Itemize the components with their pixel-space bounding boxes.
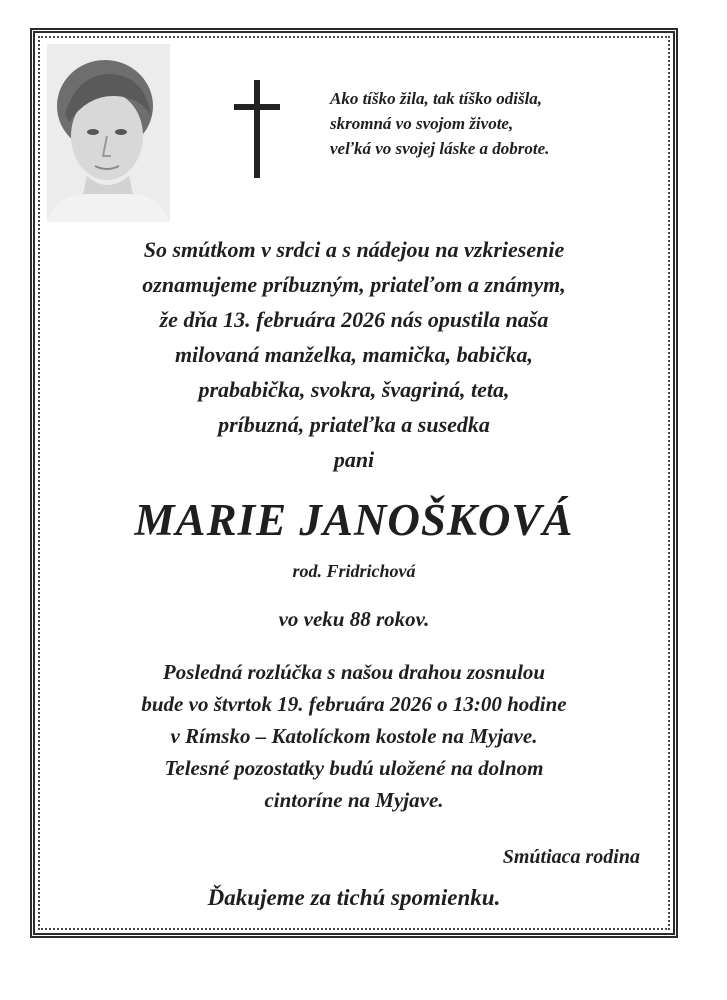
funeral-line: Posledná rozlúčka s našou drahou zosnulou	[162, 660, 546, 684]
announcement-line: So smútkom v srdci a s nádejou na vzkriesenie	[143, 237, 565, 262]
age-text: vo veku 88 rokov.	[278, 607, 430, 631]
portrait-photo	[47, 44, 170, 222]
poem-line: Ako tíško žila, tak tíško odišla,	[330, 89, 543, 108]
announcement-line: príbuzná, priateľka a susedka	[218, 412, 490, 437]
cross-icon	[232, 80, 282, 178]
announcement-text	[40, 232, 668, 477]
maiden-name: rod. Fridrichová	[292, 561, 416, 581]
funeral-line: bude vo štvrtok 19. februára 2026 o 13:00 hodine	[141, 692, 567, 716]
announcement-line: že dňa 13. februára 2026 nás opustila naša	[159, 307, 549, 332]
announcement-line: pani	[333, 447, 375, 472]
poem	[330, 86, 660, 161]
poem-line: veľká vo svojej láske a dobrote.	[330, 139, 550, 158]
announcement-line: oznamujeme príbuzným, priateľom a známym,	[142, 272, 566, 297]
deceased-name: MARIE JANOŠKOVÁ	[134, 495, 574, 545]
family-signature: Smútiaca rodina	[502, 846, 640, 868]
funeral-line: Telesné pozostatky budú uložené na dolnom	[164, 756, 544, 780]
closing-thanks: Ďakujeme za tichú spomienku.	[207, 885, 501, 910]
announcement-line: prababička, svokra, švagriná, teta,	[198, 377, 510, 402]
poem-line: skromná vo svojom živote,	[330, 114, 514, 133]
funeral-line: v Rímsko – Katolíckom kostole na Myjave.	[170, 724, 538, 748]
funeral-details	[40, 656, 668, 816]
portrait-photo-icon	[47, 44, 170, 222]
announcement-line: milovaná manželka, mamička, babička,	[174, 342, 534, 367]
funeral-line: cintoríne na Myjave.	[264, 788, 444, 812]
